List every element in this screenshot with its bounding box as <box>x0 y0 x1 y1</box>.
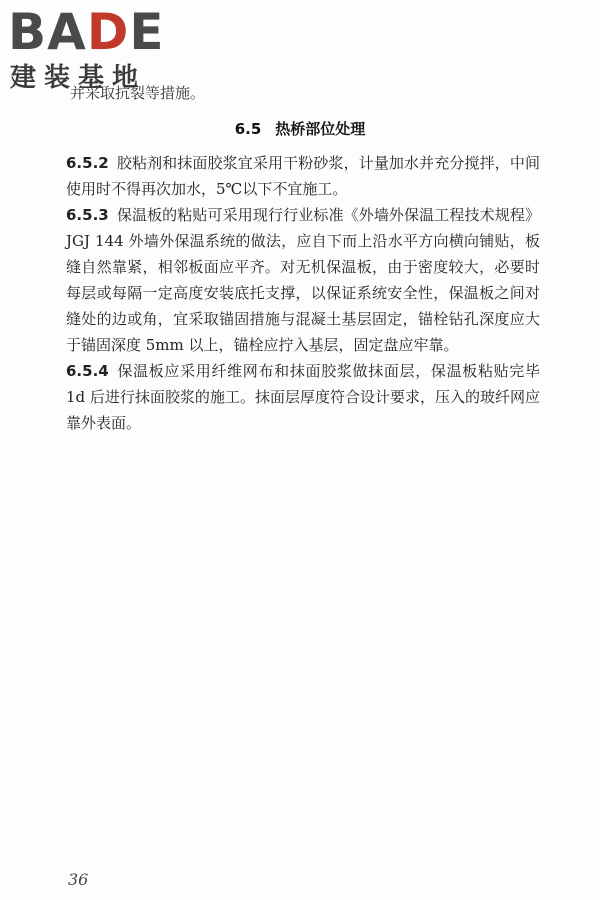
clause-6-5-2 <box>66 150 540 202</box>
clause-number: 6.5.4 <box>66 362 109 380</box>
clause-number: 6.5.2 <box>66 154 109 172</box>
logo-wordmark: BADE <box>8 3 165 61</box>
clause-text: 保温板的粘贴可采用现行行业标准《外墙外保温工程技术规程》JGJ 144 外墙外保温系统的做法，应自下而上沿水平方向横向铺贴，板缝自然靠紧，相邻板面应平齐。对无机保温板，由于密度较大，必要时每层或每隔一定高度安装底托支撑，以保证系统安全性，保温板之间对缝处的边或角，宜采取锚固措施与混凝土基层固定，锚栓钻孔深度应大于锚固深度 5mm 以上，锚栓应拧入基层，固定盘应牢靠。 <box>66 206 540 354</box>
clause-text: 胶粘剂和抹面胶浆宜采用干粉砂浆，计量加水并充分搅拌，中间使用时不得再次加水，5℃以下不宜施工。 <box>66 154 540 198</box>
page-number: 36 <box>68 870 89 889</box>
section-heading <box>0 118 600 139</box>
logo-chinese-text: 建装基地 <box>10 63 147 93</box>
previous-page-text: 并采取抗裂等措施。 <box>70 84 206 102</box>
section-number: 6.5 <box>234 120 262 138</box>
section-title: 热桥部位处理 <box>275 120 366 138</box>
clause-6-5-3 <box>66 202 540 358</box>
section-body <box>66 150 540 436</box>
clause-text: 保温板应采用纤维网布和抹面胶浆做抹面层，保温板粘贴完毕 1d 后进行抹面胶浆的施工。抹面层厚度符合设计要求，压入的玻纤网应靠外表面。 <box>66 362 540 432</box>
clause-number: 6.5.3 <box>66 206 109 224</box>
clause-6-5-4 <box>66 358 540 436</box>
